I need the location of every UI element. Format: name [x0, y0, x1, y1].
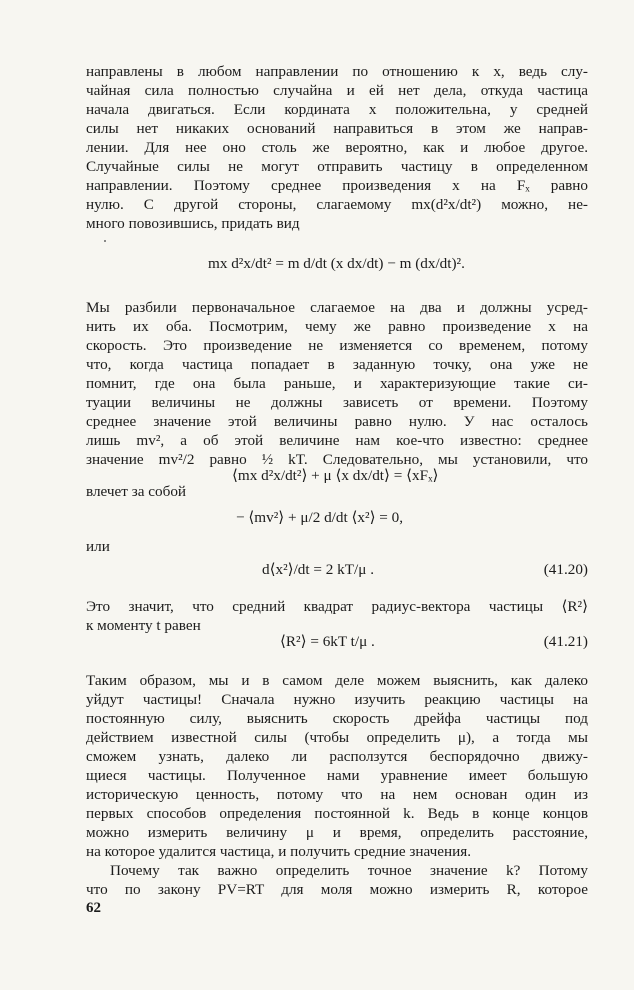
equation-3: − ⟨mv²⟩ + μ/2 d/dt ⟨x²⟩ = 0,	[236, 509, 404, 526]
connector-text: влечет за собой	[86, 483, 187, 500]
equation-2: ⟨mx d²x/dt²⟩ + μ ⟨x dx/dt⟩ = ⟨xFₓ⟩	[232, 467, 439, 484]
text-line: туации величины не должны зависеть от времени. Поэтому	[86, 394, 588, 411]
text-line: что, когда частица попадает в заданную точку, она уже не	[86, 356, 588, 373]
text-line: лишь mv², а об этой величине нам кое-что известно: среднее	[86, 432, 588, 449]
text-line: Почему так важно определить точное значение k? Потому	[110, 862, 588, 879]
text-line: Мы разбили первоначальное слагаемое на два и должны усред-	[86, 299, 588, 316]
text-line: уйдут частицы! Сначала нужно изучить реакцию частицы на	[86, 691, 588, 708]
text-line: к моменту t равен	[86, 617, 201, 634]
equation-number: (41.20)	[543, 561, 588, 578]
text-line: значение mv²/2 равно ½ kT. Следовательно, мы установили, что	[86, 451, 588, 468]
text-line: много повозившись, придать вид	[86, 215, 300, 232]
text-line: что по закону PV=RT для моля можно измерить R, которое	[86, 881, 588, 898]
text-line: Случайные силы не могут отправить частицу в определенном	[86, 158, 588, 175]
text-line: постоянную силу, выяснить скорость дрейфа частицы под	[86, 710, 588, 727]
speck-mark	[104, 240, 106, 242]
text-line: Это значит, что средний квадрат радиус-вектора частицы ⟨R²⟩	[86, 598, 588, 615]
text-line: историческую ценность, потому что на нем основан один из	[86, 786, 588, 803]
equation-number: (41.21)	[543, 633, 588, 650]
text-line: нулю. С другой стороны, слагаемому mx(d²x/dt²) можно, не-	[86, 196, 588, 213]
text-line: первых способов определения постоянной k. Ведь в конце концов	[86, 805, 588, 822]
text-line: можно измерить величину μ и время, определить расстояние,	[86, 824, 588, 841]
text-line: на которое удалится частица, и получить средние значения.	[86, 843, 472, 860]
text-line: направлении. Поэтому среднее произведения x на Fₓ равно	[86, 177, 588, 194]
text-line: щиеся частицы. Полученное нами уравнение имеет большую	[86, 767, 588, 784]
text-line: сможем узнать, далеко ли расползутся беспорядочно движу-	[86, 748, 588, 765]
text-line: силы нет никаких оснований направиться в этом же направ-	[86, 120, 588, 137]
equation-5: ⟨R²⟩ = 6kT t/μ .	[280, 633, 375, 650]
equation-4: d⟨x²⟩/dt = 2 kT/μ .	[262, 561, 375, 578]
text-line: нить их оба. Посмотрим, чему же равно произведение x на	[86, 318, 588, 335]
text-line: чайная сила полностью случайна и ей нет дела, откуда частица	[86, 82, 588, 99]
text-line: Таким образом, мы и в самом деле можем выяснить, как далеко	[86, 672, 588, 689]
text-line: среднее значение этой величины равно нулю. У нас осталось	[86, 413, 588, 430]
text-line: лении. Для нее оно столь же вероятно, как и любое другое.	[86, 139, 588, 156]
text-line: начала двигаться. Если кордината x положительна, у средней	[86, 101, 588, 118]
text-line: действием известной силы (чтобы определить μ), а тогда мы	[86, 729, 588, 746]
page-number: 62	[86, 900, 101, 916]
text-line: помнит, где она была раньше, и характеризующие такие си-	[86, 375, 588, 392]
connector-text: или	[86, 538, 110, 555]
text-line: скорость. Это произведение не изменяется со временем, потому	[86, 337, 588, 354]
equation-1: mx d²x/dt² = m d/dt (x dx/dt) − m (dx/dt)².	[208, 255, 465, 272]
text-line: направлены в любом направлении по отношению к x, ведь слу-	[86, 63, 588, 80]
